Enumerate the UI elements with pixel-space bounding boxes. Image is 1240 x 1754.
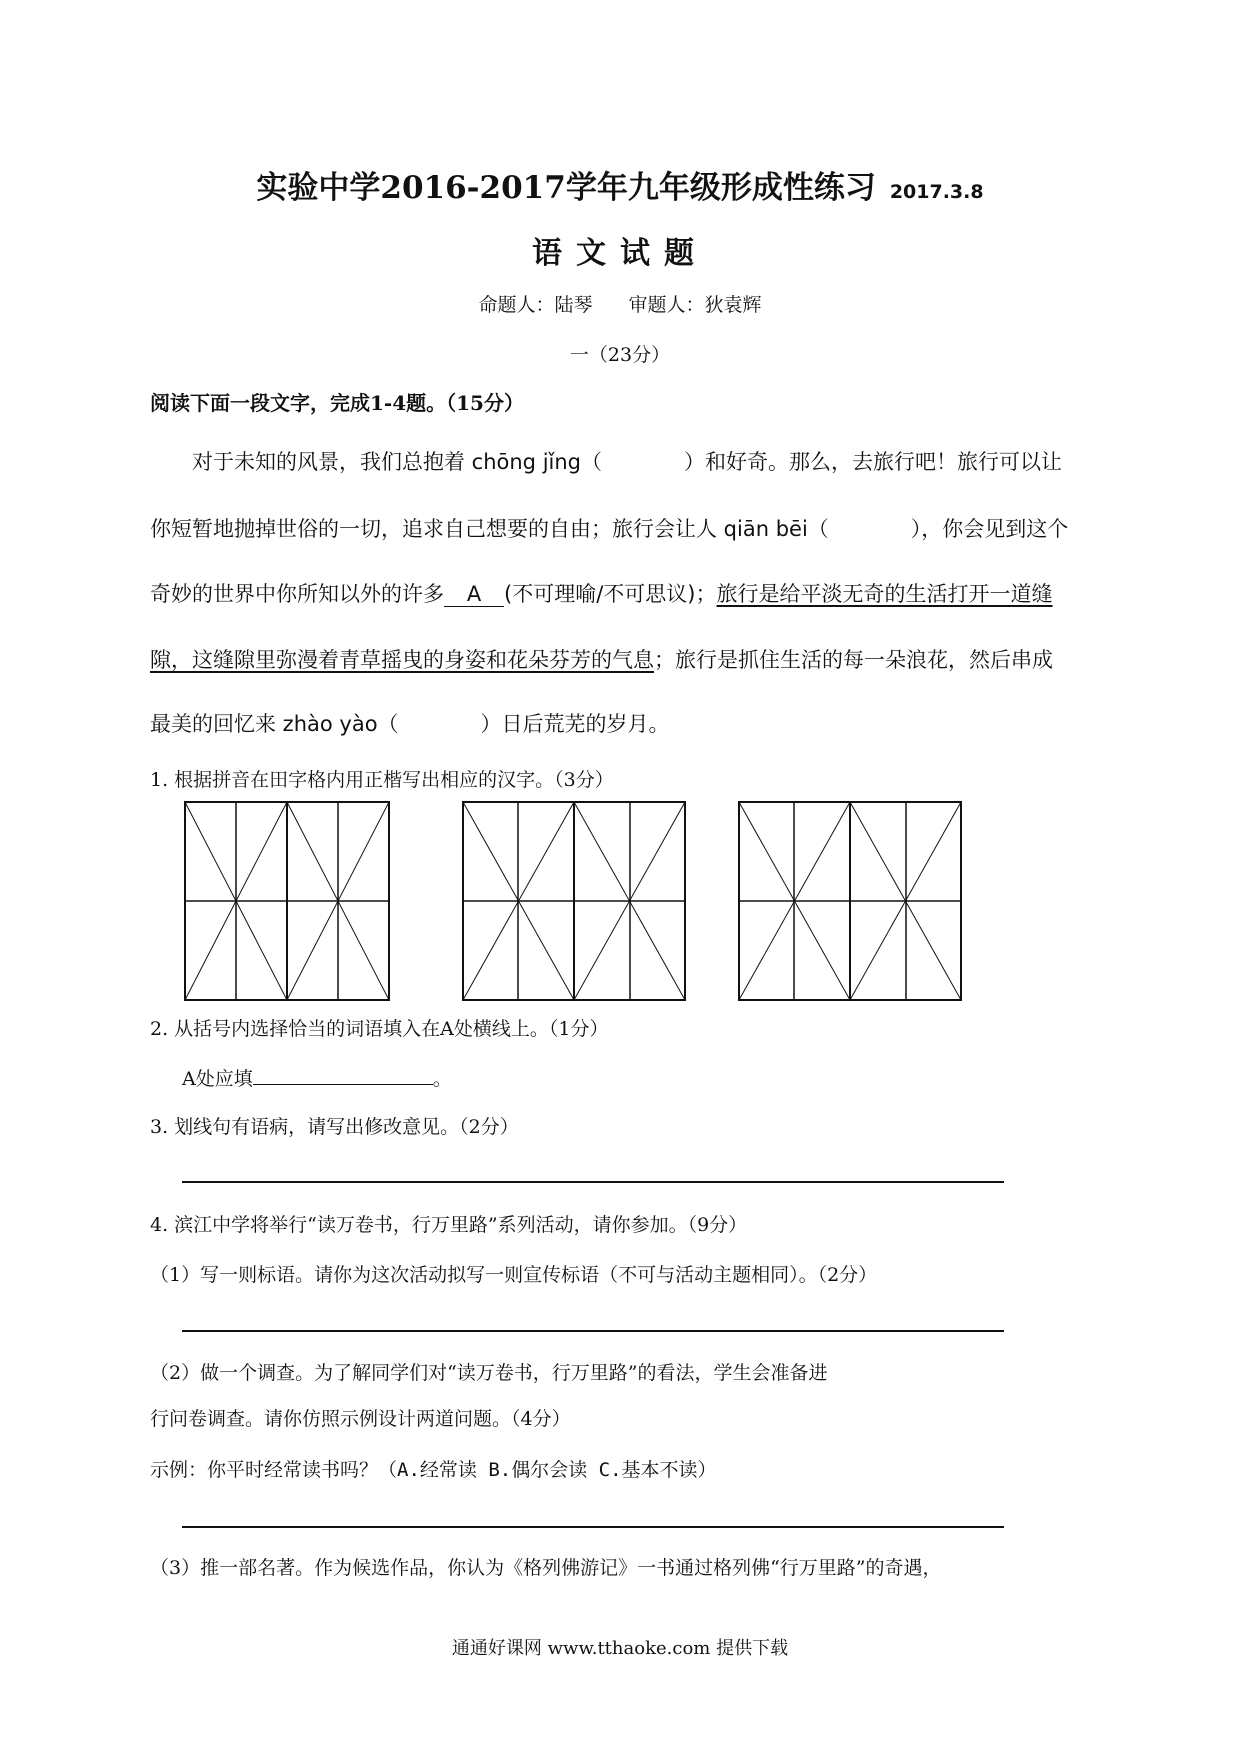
question-4-2-example: 示例：你平时经常读书吗？（A.经常读 B.偶尔会读 C.基本不读） <box>150 1459 717 1481</box>
reviewer: 审题人：狄袁辉 <box>628 294 762 316</box>
passage-line-5: 最美的回忆来 zhào yào（ ）日后荒芜的岁月。 <box>150 712 670 736</box>
question-4-3: （3）推一部名著。作为候选作品，你认为《格列佛游记》一书通过格列佛“行万里路”的奇遇， <box>150 1557 942 1579</box>
exam-title: 实验中学2016-2017学年九年级形成性练习 <box>256 170 876 206</box>
passage-line-3: 奇妙的世界中你所知以外的许多 A (不可理喻/不可思议)；旅行是给平淡无奇的生活打开一道缝 <box>150 582 1053 606</box>
tianzige-grid-3[interactable] <box>738 801 962 1001</box>
answer-line-q3[interactable] <box>182 1181 1004 1183</box>
section-heading: 一（23分） <box>569 344 671 366</box>
blank-a[interactable]: A <box>444 582 504 607</box>
question-2-fill: A处应填 。 <box>182 1068 452 1090</box>
underlined-sentence-part-1: 旅行是给平淡无奇的生活打开一道缝 <box>716 582 1053 606</box>
question-4: 4. 滨江中学将举行“读万卷书，行万里路”系列活动，请你参加。（9分） <box>150 1214 748 1236</box>
reading-instruction: 阅读下面一段文字，完成1-4题。（15分） <box>150 391 524 415</box>
page-footer: 通通好课网 www.tthaoke.com 提供下载 <box>451 1638 789 1659</box>
question-4-1: （1）写一则标语。请你为这次活动拟写一则宣传标语（不可与活动主题相同）。（2分） <box>150 1264 878 1286</box>
answer-line-q4-1[interactable] <box>182 1330 1004 1332</box>
answer-line-q4-2[interactable] <box>182 1526 1004 1528</box>
question-4-2-line-2: 行问卷调查。请你仿照示例设计两道问题。（4分） <box>150 1408 571 1430</box>
authors-line <box>0 290 1240 317</box>
page-title <box>0 162 1240 207</box>
passage-line-1: 对于未知的风景，我们总抱着 chōng jǐng（ ）和好奇。那么，去旅行吧！旅行可以让 <box>192 450 1063 474</box>
question-4-2-line-1: （2）做一个调查。为了解同学们对“读万卷书，行万里路”的看法，学生会准备进 <box>150 1362 828 1384</box>
subject-title: 语文试题 <box>532 236 708 271</box>
tianzige-grid-1[interactable] <box>184 801 390 1001</box>
question-2: 2. 从括号内选择恰当的词语填入在A处横线上。（1分） <box>150 1018 609 1040</box>
question-1: 1. 根据拼音在田字格内用正楷写出相应的汉字。（3分） <box>150 769 614 791</box>
passage-line-4: 隙，这缝隙里弥漫着青草摇曳的身姿和花朵芬芳的气息；旅行是抓住生活的每一朵浪花，然后串成 <box>150 648 1053 672</box>
exam-date: 2017.3.8 <box>889 181 984 203</box>
passage-line-2: 你短暂地抛掉世俗的一切，追求自己想要的自由；旅行会让人 qiān bēi（ ），你会见到这个 <box>150 517 1069 541</box>
answer-blank-a[interactable] <box>253 1066 433 1085</box>
author: 命题人：陆琴 <box>478 294 593 316</box>
tianzige-grid-2[interactable] <box>462 801 686 1001</box>
underlined-sentence-part-2: 隙，这缝隙里弥漫着青草摇曳的身姿和花朵芬芳的气息 <box>150 648 654 672</box>
question-3: 3. 划线句有语病，请写出修改意见。（2分） <box>150 1116 519 1138</box>
